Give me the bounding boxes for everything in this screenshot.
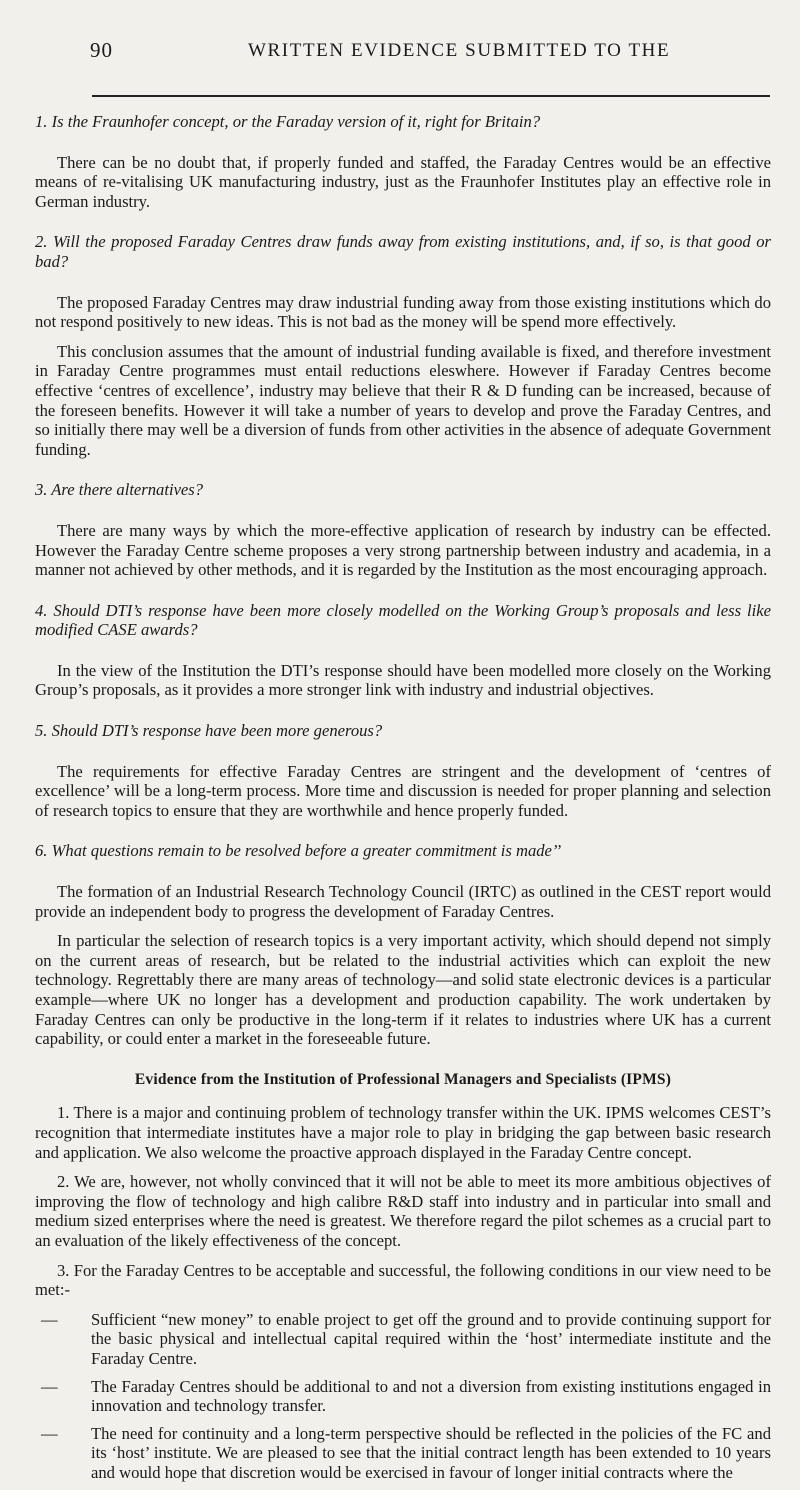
- list-item-text: The need for continuity and a long-term perspective should be reflected in the policies of the FC and its ‘host’ institute. We are pleased to see that the initial contract length has been extended to 10 years and would hope that discretion would be exercised in favour of longer initial contracts where the: [91, 1423, 771, 1482]
- running-head: WRITTEN EVIDENCE SUBMITTED TO THE: [248, 40, 671, 61]
- list-item: [35, 1424, 771, 1483]
- dash-marker: —: [41, 1423, 58, 1443]
- list-item-text: Sufficient “new money” to enable project to get off the ground and to provide continuing support for the basic physical and intellectual capital required within the ‘host’ intermediate institute and the Faraday Centre.: [91, 1309, 771, 1368]
- answer-paragraph: In particular the selection of research topics is a very important activity, which should depend not simply on the current areas of research, but be related to the industrial activities which can exploit the new technology. Regrettably there are many areas of technology—and solid state electronic devices is a particular example—where UK no longer has a development and production capability. The work undertaken by Faraday Centres can only be productive in the long-term if it relates to industries where UK has a current capability, or could enter a market in the foreseeable future.: [35, 931, 771, 1049]
- question-heading: 3. Are there alternatives?: [35, 480, 204, 500]
- answer-paragraph: There can be no doubt that, if properly funded and staffed, the Faraday Centres would be an effective means of re-vitalising UK manufacturing industry, just as the Fraunhofer Institutes play an effective role in German industry.: [35, 152, 771, 211]
- numbered-paragraph: 2. We are, however, not wholly convinced that it will not be able to meet its more ambitious objectives of improving the flow of technology and high calibre R&D staff into industry and in particular into small and medium sized enterprises where the need is greatest. We therefore regard the pilot schemes as a crucial part to an evaluation of the likely effectiveness of the concept.: [35, 1172, 771, 1250]
- question-heading: 5. Should DTI’s response have been more generous?: [35, 721, 383, 741]
- numbered-paragraph: 1. There is a major and continuing problem of technology transfer within the UK. IPMS welcomes CEST’s recognition that intermediate institutes have a major role to play in bridging the gap between basic research and application. We also welcome the proactive approach displayed in the Faraday Centre concept.: [35, 1103, 771, 1162]
- numbered-paragraph: 3. For the Faraday Centres to be acceptable and successful, the following conditions in our view need to be met:-: [35, 1260, 771, 1300]
- list-item-text: The Faraday Centres should be additional to and not a diversion from existing institutions engaged in innovation and technology transfer.: [91, 1376, 771, 1416]
- answer-paragraph: The proposed Faraday Centres may draw industrial funding away from those existing institutions which do not respond positively to new ideas. This is not bad as the money will be spend more effectively.: [35, 292, 771, 332]
- question-heading: 2. Will the proposed Faraday Centres draw funds away from existing institutions, and, if so, is that good or bad?: [35, 232, 771, 271]
- question-heading: 4. Should DTI’s response have been more closely modelled on the Working Group’s proposals and less like modified CASE awards?: [35, 600, 771, 640]
- answer-paragraph: There are many ways by which the more-effective application of research by industry can be effected. However the Faraday Centre scheme proposes a very strong partnership between industry and academia, in a manner not achieved by other methods, and it is regarded by the Institution as the most encouraging approach.: [35, 520, 771, 580]
- answer-paragraph: The formation of an Industrial Research Technology Council (IRTC) as outlined in the CEST report would provide an independent body to progress the development of Faraday Centres.: [35, 882, 771, 921]
- answer-paragraph: In the view of the Institution the DTI’s response should have been modelled more closely on the Working Group’s proposals, as it provides a more stronger link with industry and industrial objectives.: [35, 660, 771, 700]
- page-header: [90, 38, 770, 72]
- header-rule: [92, 95, 770, 97]
- page-number: 90: [90, 38, 113, 62]
- section-title: Evidence from the Institution of Professional Managers and Specialists (IPMS): [134, 1070, 672, 1088]
- answer-paragraph: The requirements for effective Faraday Centres are stringent and the development of ‘centres of excellence’ will be a long-term process. More time and discussion is needed for proper planning and selection of research topics to ensure that they are worthwhile and hence properly funded.: [35, 761, 771, 820]
- list-item: [35, 1377, 771, 1416]
- page-body: [35, 112, 771, 1490]
- question-heading: 1. Is the Fraunhofer concept, or the Faraday version of it, right for Britain?: [35, 112, 541, 131]
- dash-marker: —: [41, 1376, 58, 1396]
- list-item: [35, 1310, 771, 1369]
- answer-paragraph: This conclusion assumes that the amount of industrial funding available is fixed, and therefore investment in Faraday Centre programmes must entail reductions eleswhere. However if Faraday Centres become effective ‘centres of excellence’, industry may believe that their R & D funding can be increased, because of the foreseen benefits. However it will take a number of years to develop and prove the Faraday Centres, and so initially there may well be a diversion of funds from other activities in the absence of adequate Government funding.: [35, 341, 771, 459]
- conditions-list: [35, 1310, 771, 1483]
- question-heading: 6. What questions remain to be resolved before a greater commitment is made’’: [35, 841, 562, 861]
- dash-marker: —: [41, 1309, 58, 1329]
